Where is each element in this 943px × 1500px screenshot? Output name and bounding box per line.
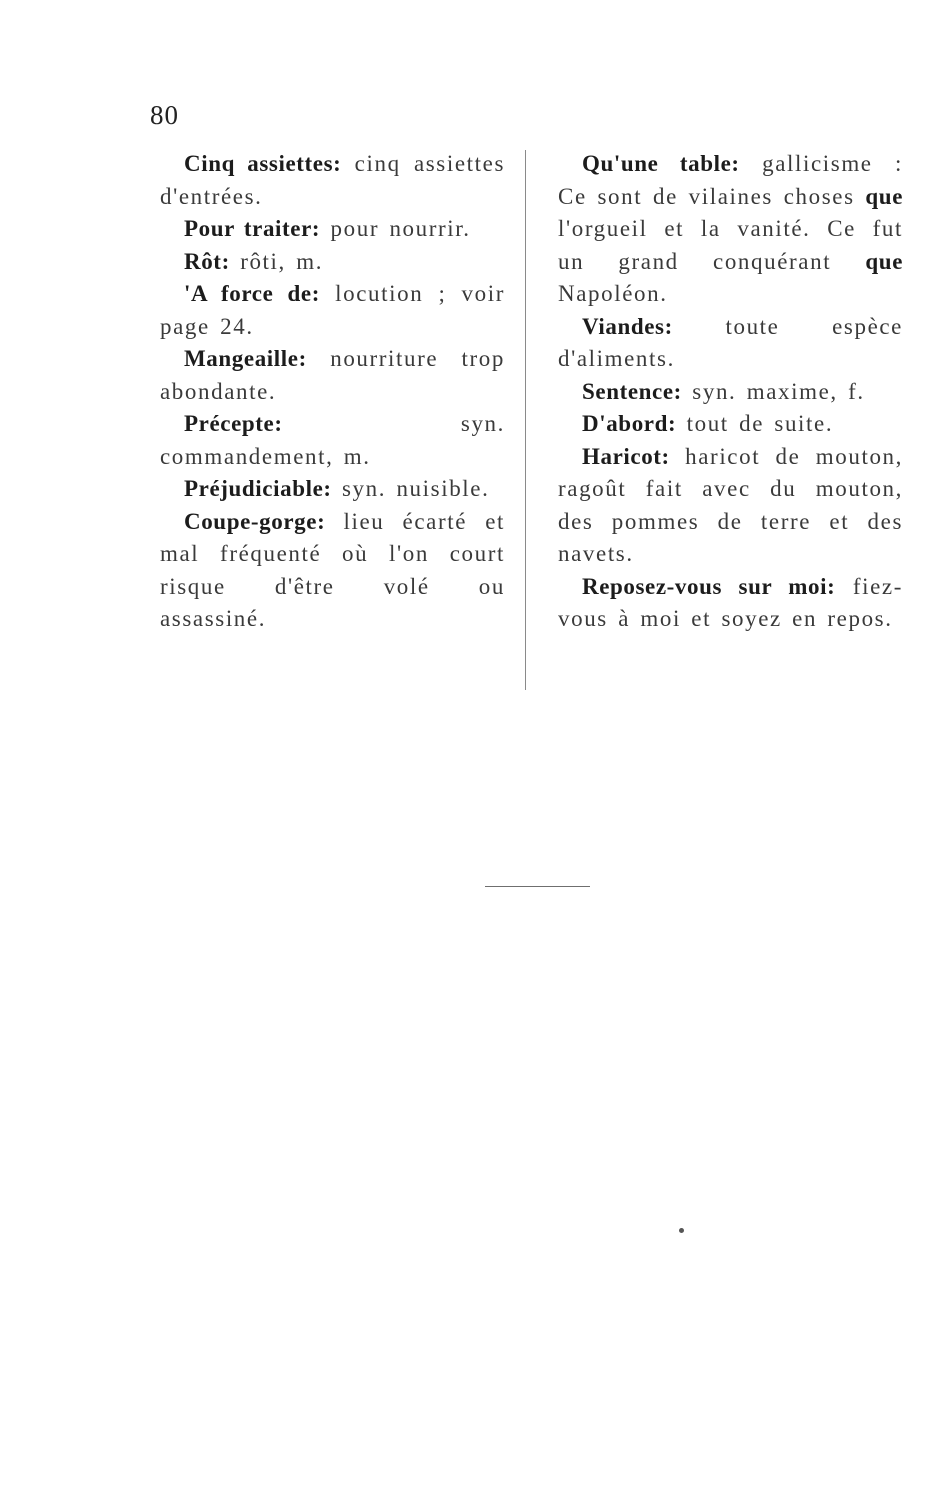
- entry-definition: syn. commandement, m.: [160, 411, 505, 469]
- entry-a-force-de: [160, 278, 505, 343]
- entry-term: Qu'une table:: [582, 151, 740, 176]
- column-divider: [525, 150, 526, 690]
- entry-rot: [160, 246, 505, 279]
- entry-cinq-assiettes: [160, 148, 505, 213]
- entry-term: D'abord:: [582, 411, 677, 436]
- entry-term: Mangeaille:: [184, 346, 307, 371]
- ink-speck: [679, 1228, 684, 1233]
- entry-emphasis: que: [865, 183, 903, 209]
- entry-term: Viandes:: [582, 313, 673, 339]
- entry-prejudiciable: [160, 473, 505, 506]
- entry-precepte: [160, 408, 505, 473]
- entry-term: Coupe-gorge:: [184, 508, 326, 534]
- entry-haricot: [558, 441, 903, 571]
- entry-term: Rôt:: [184, 248, 230, 274]
- entry-definition: tout de suite.: [676, 411, 834, 436]
- page-number: 80: [150, 100, 179, 130]
- entry-term: Haricot:: [582, 443, 670, 469]
- entry-qu-une-table: [558, 148, 903, 311]
- entry-definition: toute espèce d'aliments.: [558, 313, 903, 371]
- entry-definition: gallicisme : Ce sont de vilaines choses: [558, 151, 904, 209]
- left-column: [160, 148, 505, 636]
- entry-coupe-gorge: [160, 506, 505, 636]
- entry-sentence: [558, 376, 903, 409]
- entry-term: Sentence:: [582, 378, 682, 404]
- entry-viandes: [558, 311, 903, 376]
- entry-term: 'A force de:: [184, 281, 321, 306]
- entry-pour-traiter: [160, 213, 505, 246]
- entry-emphasis: que: [865, 248, 903, 274]
- entry-definition: locution ; voir page 24.: [160, 281, 505, 339]
- entry-d-abord: [558, 408, 903, 441]
- entry-definition: pour nourrir.: [320, 216, 471, 241]
- entry-definition: syn. maxime, f.: [681, 378, 865, 404]
- entry-definition: fiez-vous à moi et soyez en repos.: [558, 573, 903, 631]
- entry-term: Précepte:: [184, 411, 283, 436]
- entry-term: Préjudiciable:: [184, 476, 332, 501]
- entry-definition: cinq assiettes d'entrées.: [160, 151, 505, 209]
- right-column: [558, 148, 903, 636]
- entry-definition: lieu écarté et mal fréquenté où l'on court risque d'être volé ou assassiné.: [160, 508, 505, 631]
- entry-definition: nourriture trop abondante.: [160, 346, 505, 404]
- entry-definition: Napoléon.: [558, 281, 668, 306]
- entry-definition: rôti, m.: [229, 248, 324, 274]
- section-end-rule: [485, 886, 590, 887]
- entry-definition: haricot de mouton, ragoût fait avec du mouton, des pommes de terre et des navets.: [558, 443, 903, 566]
- entry-definition: syn. nuisible.: [331, 476, 490, 501]
- entry-term: Pour traiter:: [184, 216, 321, 241]
- entry-mangeaille: [160, 343, 505, 408]
- entry-definition: l'orgueil et la vanité. Ce fut un grand conquérant: [558, 216, 903, 274]
- entry-term: Reposez-vous sur moi:: [582, 573, 836, 599]
- entry-term: Cinq assiettes:: [184, 151, 342, 176]
- entry-reposez-vous: [558, 571, 903, 636]
